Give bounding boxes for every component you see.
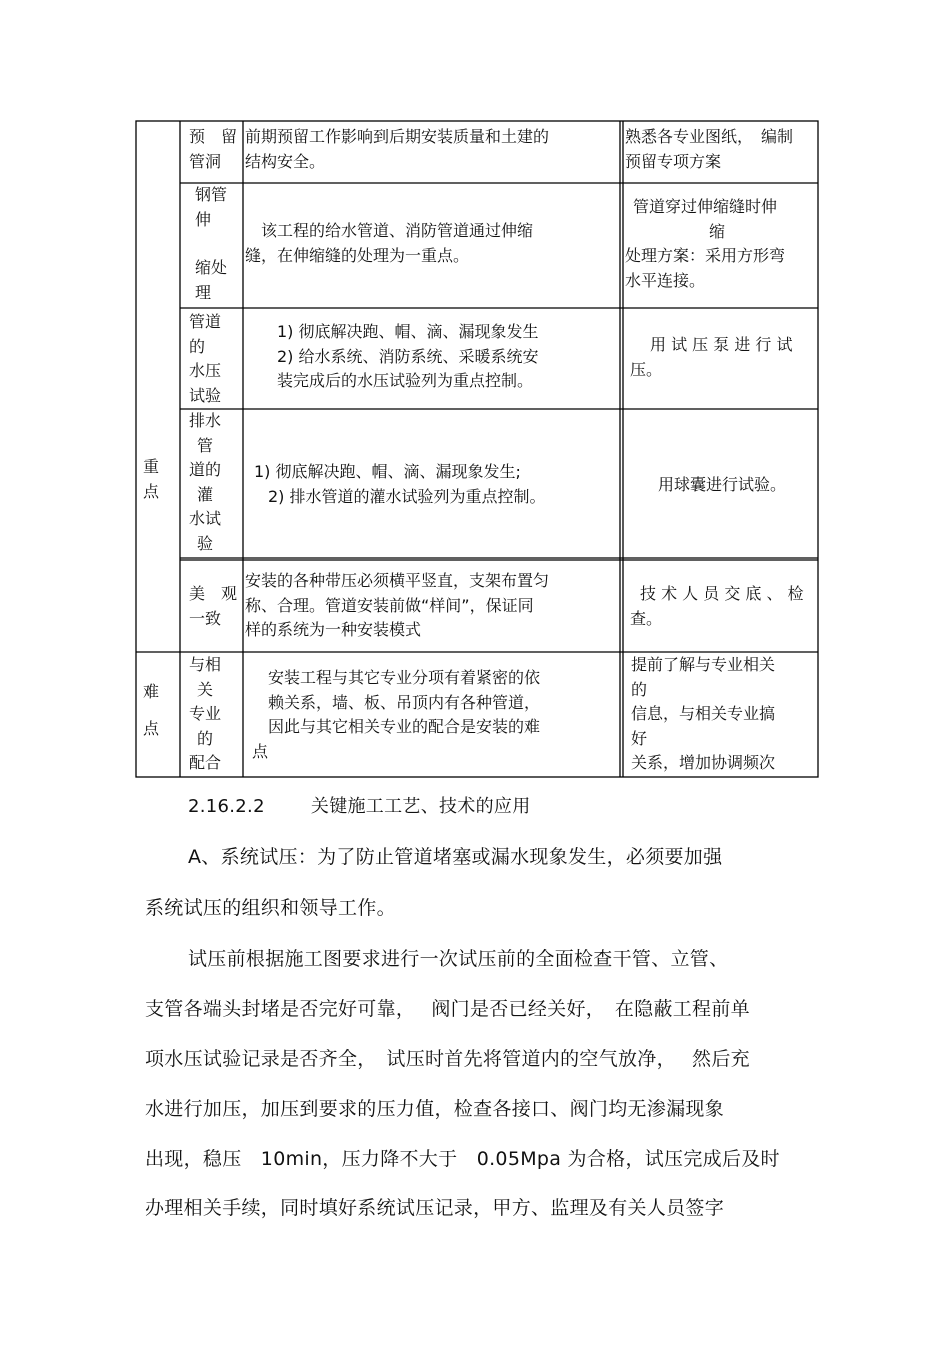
row-item: 排水 管 道的 灌 水试 验 bbox=[189, 411, 222, 553]
row-item: 预 留 管洞 bbox=[189, 127, 238, 171]
row-description: 前期预留工作影响到后期安装质量和土建的 结构安全。 bbox=[245, 127, 550, 171]
body-line: 项水压试验记录是否齐全， 试压时首先将管道内的空气放净， 然后充 bbox=[145, 1048, 750, 1070]
body-line: 出现，稳压 10min，压力降不大于 0.05Mpa 为合格，试压完成后及时 bbox=[145, 1148, 780, 1170]
row-item: 钢管 伸 缩处 理 bbox=[195, 185, 228, 302]
body-line: 办理相关手续，同时填好系统试压记录，甲方、监理及有关人员签字 bbox=[145, 1197, 725, 1219]
section-heading bbox=[188, 792, 531, 818]
category-zhongdian: 重 点 bbox=[143, 457, 160, 501]
category-nandian: 难 点 bbox=[143, 682, 160, 738]
row-description: 该工程的给水管道、消防管道通过伸缩 缝，在伸缩缝的处理为一重点。 bbox=[245, 221, 534, 265]
body-line: A、系统试压：为了防止管道堵塞或漏水现象发生，必须要加强 bbox=[188, 846, 723, 868]
row-item: 美 观 一致 bbox=[189, 584, 238, 628]
row-measure: 熟悉各专业图纸， 编制 预留专项方案 bbox=[625, 127, 794, 171]
body-line: 试压前根据施工图要求进行一次试压前的全面检查干管、立管、 bbox=[188, 948, 729, 970]
row-description: 1) 彻底解决跑、帽、滴、漏现象发生 2) 给水系统、消防系统、采暖系统安 装完成后的水压试验列为重点控制。 bbox=[277, 322, 539, 390]
row-description: 安装工程与其它专业分项有着紧密的依 赖关系，墙、板、吊顶内有各种管道， 因此与其它相关专业的配合是安装的难 点 bbox=[252, 668, 541, 761]
row-measure: 管道穿过伸缩缝时伸 缩 处理方案：采用方形弯 水平连接。 bbox=[625, 197, 786, 290]
body-line: 支管各端头封堵是否完好可靠， 阀门是否已经关好， 在隐蔽工程前单 bbox=[145, 998, 750, 1020]
body-line: 系统试压的组织和领导工作。 bbox=[145, 897, 396, 919]
row-measure: 提前了解与专业相关 的 信息，与相关专业搞 好 关系，增加协调频次 bbox=[631, 655, 776, 772]
row-measure: 用 试 压 泵 进 行 试 压。 bbox=[630, 335, 793, 379]
row-item: 与相 关 专业 的 配合 bbox=[189, 655, 222, 772]
section-number: 2.16.2.2 bbox=[188, 796, 265, 817]
row-description: 1) 彻底解决跑、帽、滴、漏现象发生; 2) 排水管道的灌水试验列为重点控制。 bbox=[254, 462, 546, 506]
row-measure: 技 术 人 员 交 底 、 检 查。 bbox=[630, 584, 804, 628]
section-title: 关键施工工艺、技术的应用 bbox=[310, 796, 531, 817]
row-description: 安装的各种带压必须横平竖直，支架布置匀 称、合理。管道安装前做“样间”，保证同 样的系统为一种安装模式 bbox=[245, 571, 550, 639]
row-measure: 用球囊进行试验。 bbox=[658, 475, 787, 494]
row-item: 管道 的 水压 试验 bbox=[189, 312, 222, 405]
body-line: 水进行加压，加压到要求的压力值，检查各接口、阀门均无渗漏现象 bbox=[145, 1098, 725, 1120]
